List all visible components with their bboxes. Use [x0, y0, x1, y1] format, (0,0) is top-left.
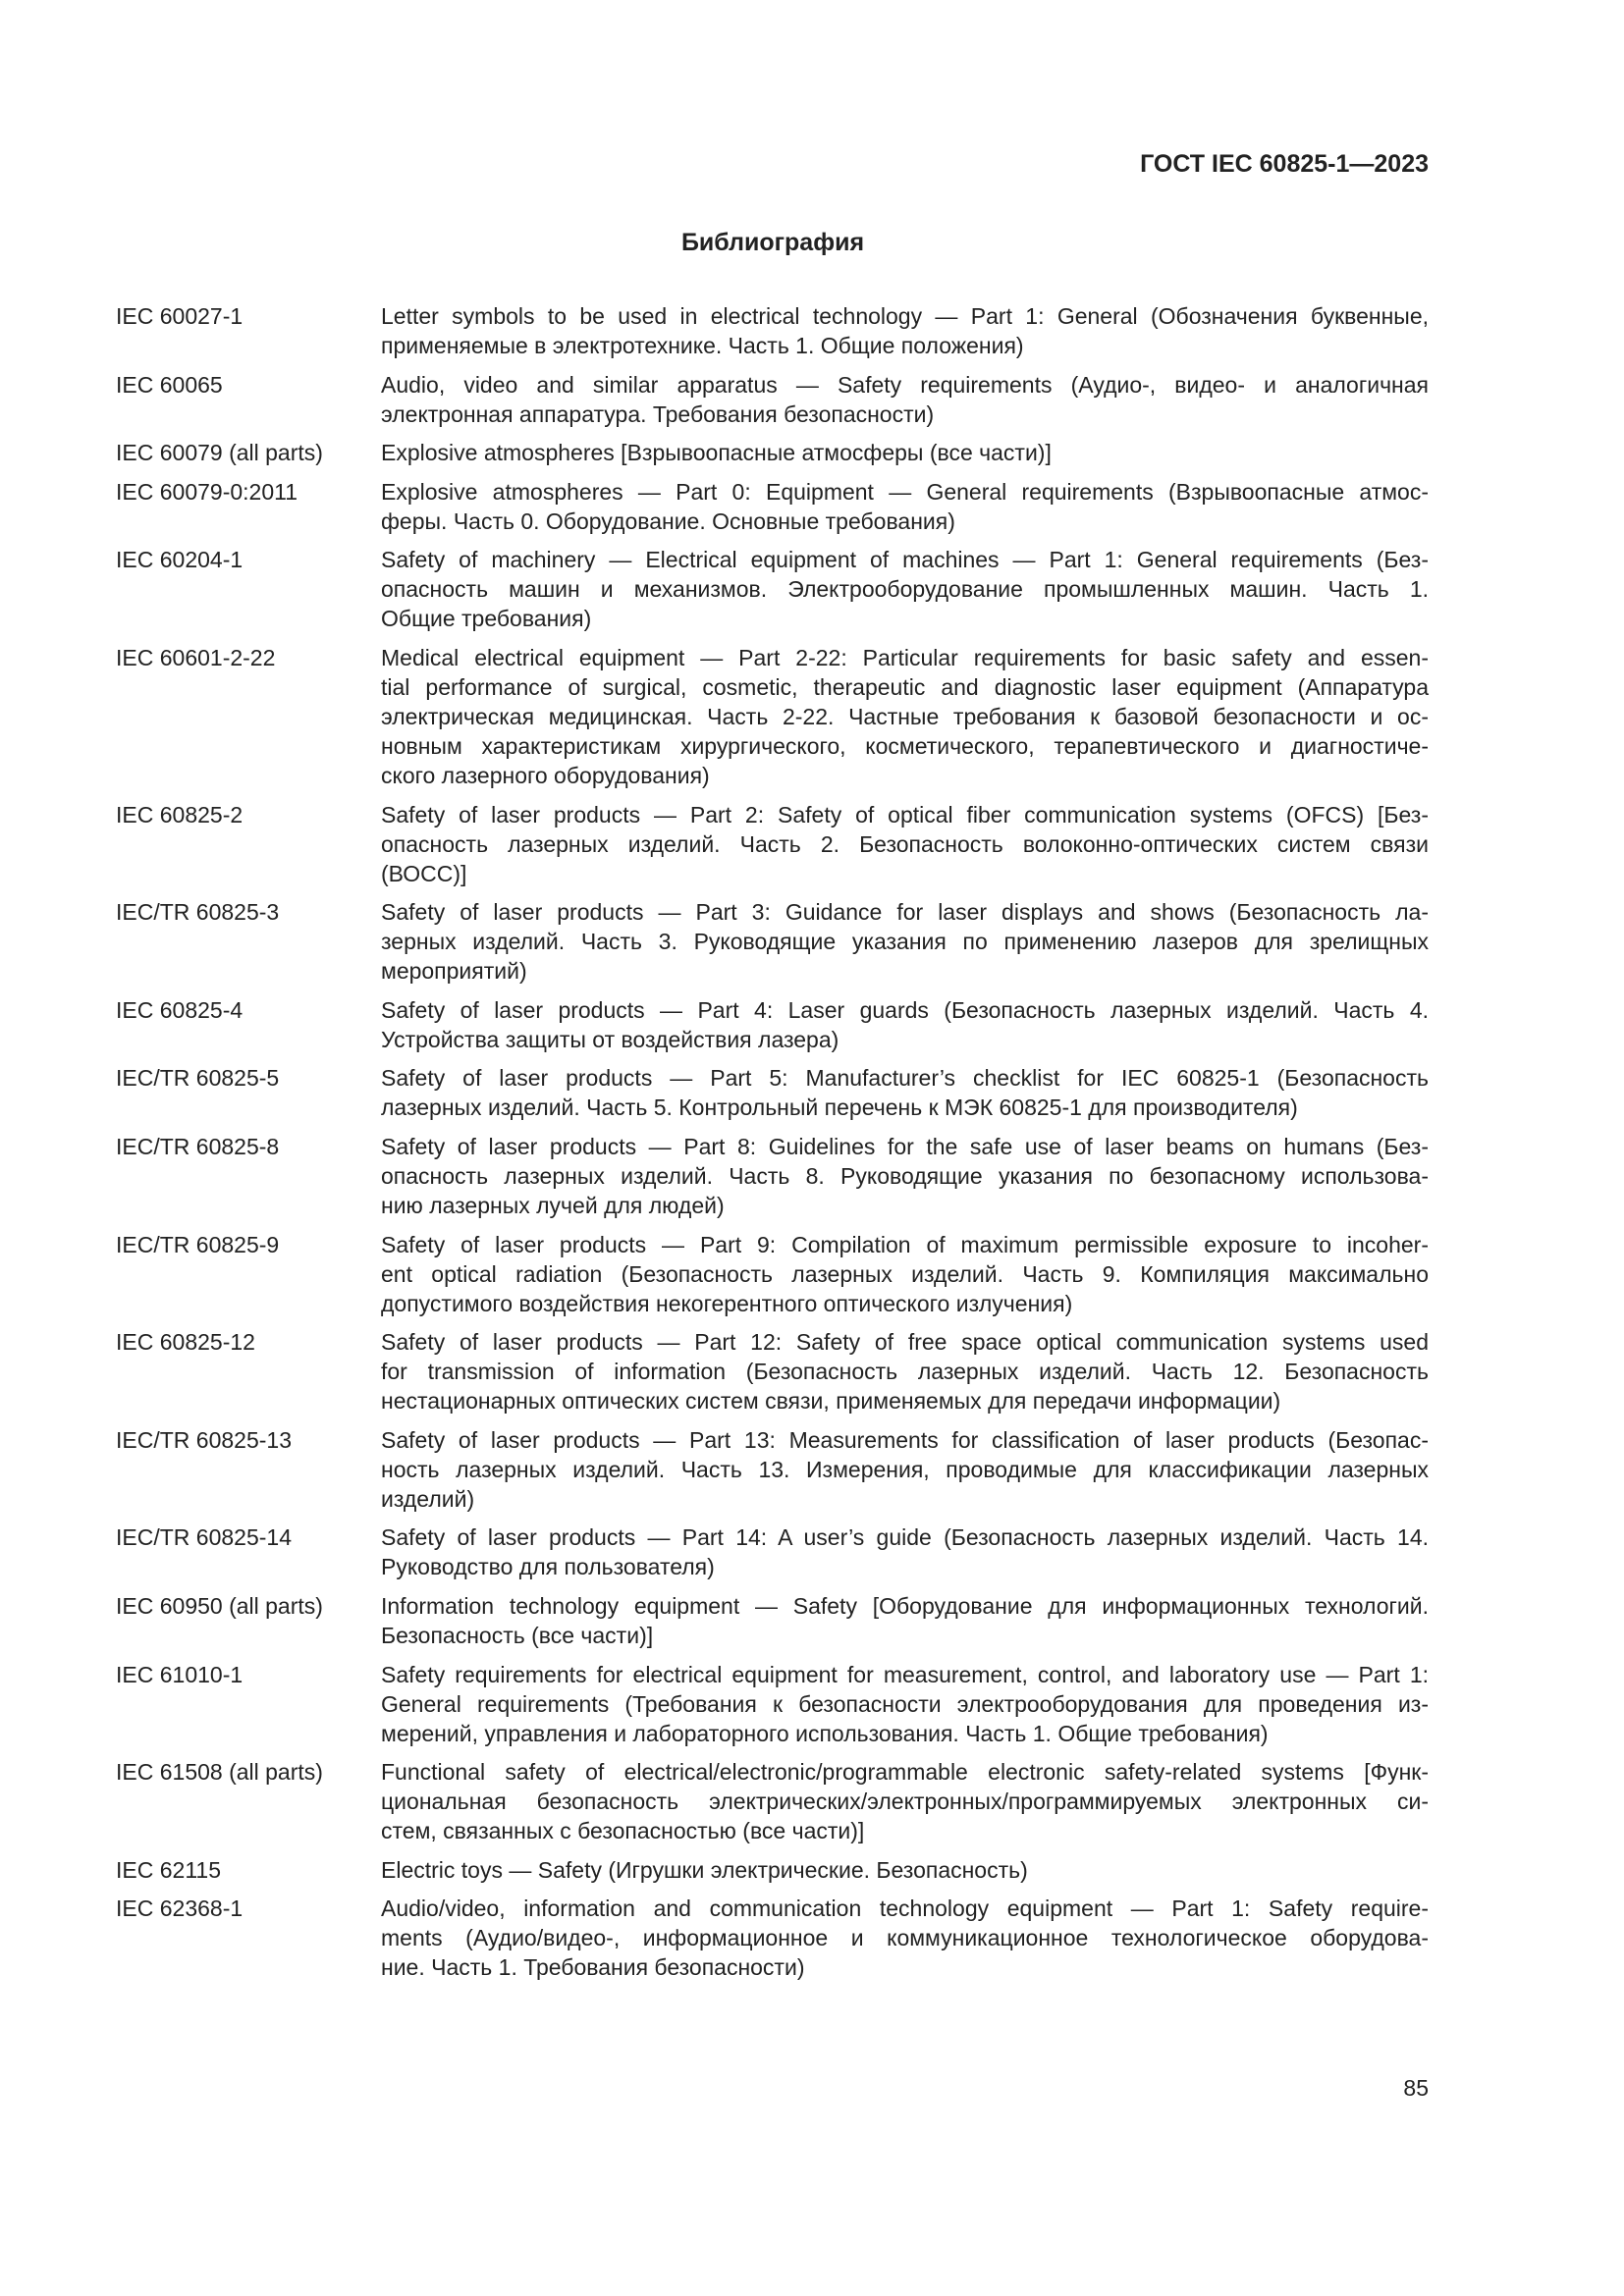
entry-description-line: стем, связанных с безопасностью (все части)]: [381, 1818, 865, 1844]
entry-reference: IEC 60065: [116, 371, 223, 398]
entry-description-line: Safety of laser products — Part 4: Laser guards (Безопасность лазерных изделий. Часть 4.: [381, 996, 1429, 1023]
entry-description-line: опасность лазерных изделий. Часть 2. Безопасность волоконно-оптических систем связи: [381, 830, 1429, 857]
entry-description-line: Safety of laser products — Part 5: Manufacturer’s checklist for IEC 60825-1 (Безопасность: [381, 1065, 1429, 1092]
entry-description-line: Safety of laser products — Part 13: Measurements for classification of laser products (Безопас-: [381, 1426, 1429, 1453]
document-header-standard: ГОСТ IEC 60825-1—2023: [1140, 150, 1429, 178]
bibliography-entry: [116, 1132, 1429, 1220]
entry-reference: IEC 60204-1: [116, 547, 244, 573]
entry-reference: IEC 60825-4: [116, 996, 244, 1023]
entry-reference: IEC 60950 (all parts): [116, 1592, 323, 1619]
bibliography-entry: [116, 1894, 1429, 1982]
bibliography-entry: [116, 301, 1429, 360]
entry-reference: IEC/TR 60825-5: [116, 1065, 280, 1092]
entry-description: [381, 897, 1429, 986]
bibliography-entry: [116, 545, 1429, 633]
entry-description-line: опасность машин и механизмов. Электрооборудование промышленных машин. Часть 1.: [381, 576, 1429, 603]
entry-description-line: Explosive atmospheres [Взрывоопасные атмосферы (все части)]: [381, 440, 1052, 466]
entry-reference: IEC/TR 60825-3: [116, 899, 280, 926]
entry-description-line: Letter symbols to be used in electrical technology — Part 1: General (Обозначения буквенные,: [381, 303, 1429, 329]
entry-description-line: новным характеристикам хирургического, косметического, терапевтического и диагностиче-: [381, 732, 1429, 759]
entry-description-line: ность лазерных изделий. Часть 13. Измерения, проводимые для классификации лазерных: [381, 1456, 1429, 1482]
entry-description-line: Functional safety of electrical/electronic/programmable electronic safety-related systems [Функ-: [381, 1759, 1429, 1786]
bibliography-entry: [116, 800, 1429, 888]
entry-description-line: Audio, video and similar apparatus — Safety requirements (Аудио-, видео- и аналогичная: [381, 371, 1429, 398]
entry-description-line: мероприятий): [381, 958, 527, 985]
entry-description: [381, 1230, 1429, 1318]
bibliography-entry: [116, 1230, 1429, 1318]
entry-reference: IEC 60601-2-22: [116, 644, 276, 670]
entry-description-line: Explosive atmospheres — Part 0: Equipment — General requirements (Взрывоопасные атмос-: [381, 478, 1429, 505]
entry-description: [381, 1894, 1429, 1982]
entry-description-line: Устройства защиты от воздействия лазера): [381, 1026, 839, 1052]
entry-description-line: Safety of laser products — Part 2: Safety of optical fiber communication systems (OFCS) [Без-: [381, 801, 1429, 828]
entry-description: [381, 1327, 1429, 1415]
entry-reference: IEC 60825-12: [116, 1329, 255, 1356]
entry-description-line: Руководство для пользователя): [381, 1554, 715, 1580]
entry-reference: IEC/TR 60825-14: [116, 1524, 292, 1551]
entry-description-line: (ВОСС)]: [381, 860, 467, 886]
bibliography-entry: [116, 643, 1429, 790]
entry-description: [381, 1132, 1429, 1220]
bibliography-list: [116, 301, 1429, 1992]
entry-description: [381, 1591, 1429, 1650]
entry-description: [381, 1855, 1429, 1885]
entry-description: [381, 1660, 1429, 1748]
bibliography-entry: [116, 1757, 1429, 1845]
bibliography-entry: [116, 1327, 1429, 1415]
entry-reference: IEC 61508 (all parts): [116, 1759, 323, 1786]
entry-description-line: электрическая медицинская. Часть 2-22. Частные требования к базовой безопасности и ос-: [381, 703, 1429, 729]
entry-description-line: Safety of laser products — Part 12: Safety of free space optical communication systems used: [381, 1329, 1429, 1356]
bibliography-entry: [116, 477, 1429, 536]
entry-description-line: феры. Часть 0. Оборудование. Основные требования): [381, 507, 955, 534]
bibliography-entry: [116, 897, 1429, 986]
entry-description: [381, 438, 1429, 467]
entry-description-line: Safety of laser products — Part 8: Guidelines for the safe use of laser beams on humans (Без-: [381, 1133, 1429, 1159]
entry-description-line: электронная аппаратура. Требования безопасности): [381, 400, 935, 427]
page-title: Библиография: [680, 229, 865, 256]
entry-description-line: нестационарных оптических систем связи, применяемых для передачи информации): [381, 1388, 1281, 1415]
entry-reference: IEC 60825-2: [116, 801, 244, 828]
entry-description-line: циональная безопасность электрических/электронных/программируемых электронных си-: [381, 1789, 1429, 1815]
entry-description-line: Safety of machinery — Electrical equipment of machines — Part 1: General requirements (Без-: [381, 547, 1429, 573]
entry-description: [381, 545, 1429, 633]
entry-description-line: Audio/video, information and communication technology equipment — Part 1: Safety require-: [381, 1896, 1429, 1922]
entry-reference: IEC/TR 60825-8: [116, 1133, 280, 1159]
entry-description-line: ent optical radiation (Безопасность лазерных изделий. Часть 9. Компиляция максимально: [381, 1260, 1429, 1287]
entry-description-line: лазерных изделий. Часть 5. Контрольный перечень к МЭК 60825-1 для производителя): [381, 1095, 1298, 1121]
entry-description: [381, 370, 1429, 429]
entry-description-line: Safety of laser products — Part 9: Compilation of maximum permissible exposure to incoher-: [381, 1231, 1429, 1257]
entry-description: [381, 1757, 1429, 1845]
entry-description-line: зерных изделий. Часть 3. Руководящие указания по применению лазеров для зрелищных: [381, 929, 1429, 955]
entry-description-line: изделий): [381, 1485, 475, 1512]
entry-description-line: tial performance of surgical, cosmetic, therapeutic and diagnostic laser equipment (Аппаратура: [381, 673, 1429, 700]
entry-reference: IEC/TR 60825-9: [116, 1231, 280, 1257]
entry-description-line: ние. Часть 1. Требования безопасности): [381, 1954, 805, 1981]
entry-description-line: нию лазерных лучей для людей): [381, 1192, 725, 1218]
entry-reference: IEC 62368-1: [116, 1896, 244, 1922]
entry-reference: IEC/TR 60825-13: [116, 1426, 292, 1453]
entry-description-line: Safety of laser products — Part 3: Guidance for laser displays and shows (Безопасность ла-: [381, 899, 1429, 926]
entry-description-line: допустимого воздействия некогерентного оптического излучения): [381, 1290, 1073, 1316]
entry-description-line: опасность лазерных изделий. Часть 8. Руководящие указания по безопасному использова-: [381, 1162, 1429, 1189]
entry-description: [381, 643, 1429, 790]
entry-description-line: Medical electrical equipment — Part 2-22: Particular requirements for basic safety and essen-: [381, 644, 1429, 670]
entry-description: [381, 477, 1429, 536]
bibliography-entry: [116, 1660, 1429, 1748]
entry-reference: IEC 62115: [116, 1856, 221, 1883]
entry-reference: IEC 60027-1: [116, 303, 244, 329]
entry-description-line: General requirements (Требования к безопасности электрооборудования для проведения из-: [381, 1690, 1429, 1717]
entry-description: [381, 1425, 1429, 1514]
entry-description: [381, 995, 1429, 1054]
entry-reference: IEC 60079-0:2011: [116, 478, 298, 505]
bibliography-entry: [116, 1522, 1429, 1581]
entry-description-line: Safety of laser products — Part 14: A user’s guide (Безопасность лазерных изделий. Часть 14.: [381, 1524, 1429, 1551]
bibliography-entry: [116, 1591, 1429, 1650]
entry-description-line: for transmission of information (Безопасность лазерных изделий. Часть 12. Безопасность: [381, 1359, 1429, 1385]
entry-reference: IEC 61010-1: [116, 1661, 244, 1687]
entry-description-line: мерений, управления и лабораторного использования. Часть 1. Общие требования): [381, 1720, 1269, 1746]
entry-description-line: Безопасность (все части)]: [381, 1622, 654, 1648]
entry-reference: IEC 60079 (all parts): [116, 440, 323, 466]
bibliography-entry: [116, 1855, 1429, 1885]
entry-description-line: Safety requirements for electrical equipment for measurement, control, and laboratory use — Part 1:: [381, 1661, 1429, 1687]
entry-description: [381, 1522, 1429, 1581]
bibliography-entry: [116, 995, 1429, 1054]
entry-description: [381, 1063, 1429, 1122]
entry-description-line: применяемые в электротехнике. Часть 1. Общие положения): [381, 333, 1024, 358]
entry-description-line: Общие требования): [381, 606, 592, 632]
entry-description-line: Information technology equipment — Safety [Оборудование для информационных технологий.: [381, 1592, 1429, 1619]
page-number: 85: [1403, 2075, 1429, 2101]
bibliography-entry: [116, 438, 1429, 467]
bibliography-entry: [116, 370, 1429, 429]
entry-description: [381, 301, 1429, 360]
entry-description-line: Electric toys — Safety (Игрушки электрические. Безопасность): [381, 1856, 1028, 1883]
entry-description: [381, 800, 1429, 888]
entry-description-line: ments (Аудио/видео-, информационное и коммуникационное технологическое оборудова-: [381, 1925, 1429, 1951]
bibliography-entry: [116, 1425, 1429, 1514]
bibliography-entry: [116, 1063, 1429, 1122]
entry-description-line: ского лазерного оборудования): [381, 762, 710, 788]
